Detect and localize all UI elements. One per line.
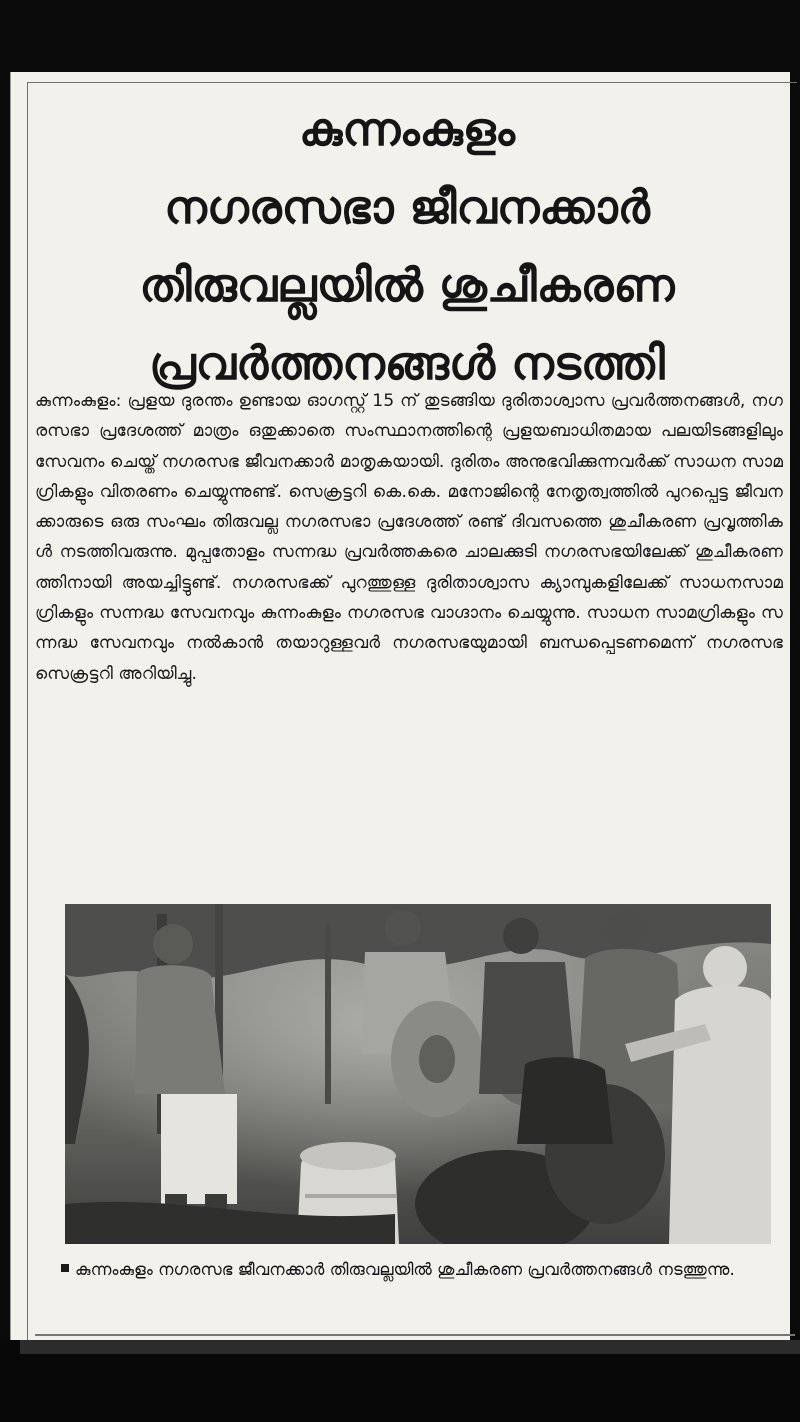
newspaper-clipping xyxy=(10,72,790,1340)
article-body: കുന്നംകുളം: പ്രളയ ദുരന്തം ഉണ്ടായ ഓഗസ്റ്റ് 15 ന് തുടങ്ങിയ ദുരിതാശ്വാസ പ്രവർത്തനങ്ങൾ, നഗരസഭാ പ്രദേശത്ത് മാത്രം ഒതുക്കാതെ സംസ്ഥാനത്തിന്റെ പ്രളയബാധിതമായ പലയിടങ്ങളിലും സേവനം ചെയ്ത് നഗരസഭ ജീവനക്കാർ മാതൃകയായി. ദുരിതം അനുഭവിക്കുന്നവർക്ക് സാധന സാമഗ്രികളും വിതരണം ചെയ്യുന്നുണ്ട്. സെക്രട്ടറി കെ.കെ. മനോജിന്റെ നേതൃത്വത്തിൽ പുറപ്പെട്ട ജീവനക്കാരുടെ ഒരു സംഘം തിരുവല്ല നഗരസഭാ പ്രദേശത്ത് രണ്ട് ദിവസത്തെ ശുചീകരണ പ്രവൃത്തികൾ നടത്തിവരുന്നു. മുപ്പതോളം സന്നദ്ധ പ്രവർത്തകരെ ചാലക്കുടി നഗരസഭയിലേക്ക് ശുചീകരണത്തിനായി അയച്ചിട്ടുണ്ട്. നഗരസഭക്ക് പുറത്തുള്ള ദുരിതാശ്വാസ ക്യാമ്പുകളിലേക്ക് സാധനസാമഗ്രികളും സന്നദ്ധ സേവനവും കുന്നംകുളം നഗരസഭ വാഗ്ദാനം ചെയ്യുന്നു. സാധന സാമഗ്രികളും സന്നദ്ധ സേവനവും നൽകാൻ തയാറുള്ളവർ നഗരസഭയുമായി ബന്ധപ്പെടണമെന്ന് നഗരസഭ സെക്രട്ടറി അറിയിച്ചു. xyxy=(35,391,783,684)
photo-caption xyxy=(61,1254,783,1285)
article-headline xyxy=(27,90,787,402)
photo-workers-cleaning xyxy=(65,904,771,1244)
headline-line-1: കുന്നംകുളം xyxy=(299,102,515,156)
adjacent-clipping-edge xyxy=(20,1340,800,1354)
headline-line-4: പ്രവർത്തനങ്ങൾ നടത്തി xyxy=(149,336,665,390)
headline-line-3: തിരുവല്ലയിൽ ശുചീകരണ xyxy=(139,258,675,312)
bottom-divider xyxy=(35,1334,795,1336)
article-photo xyxy=(65,904,771,1244)
bottom-dark-band xyxy=(0,1340,800,1422)
caption-bullet xyxy=(61,1264,69,1272)
caption-text: കുന്നംകുളം നഗരസഭ ജീവനക്കാർ തിരുവല്ലയിൽ ശുചീകരണ പ്രവർത്തനങ്ങൾ നടത്തുന്നു. xyxy=(75,1260,735,1279)
headline-line-2: നഗരസഭാ ജീവനക്കാർ xyxy=(164,180,650,234)
